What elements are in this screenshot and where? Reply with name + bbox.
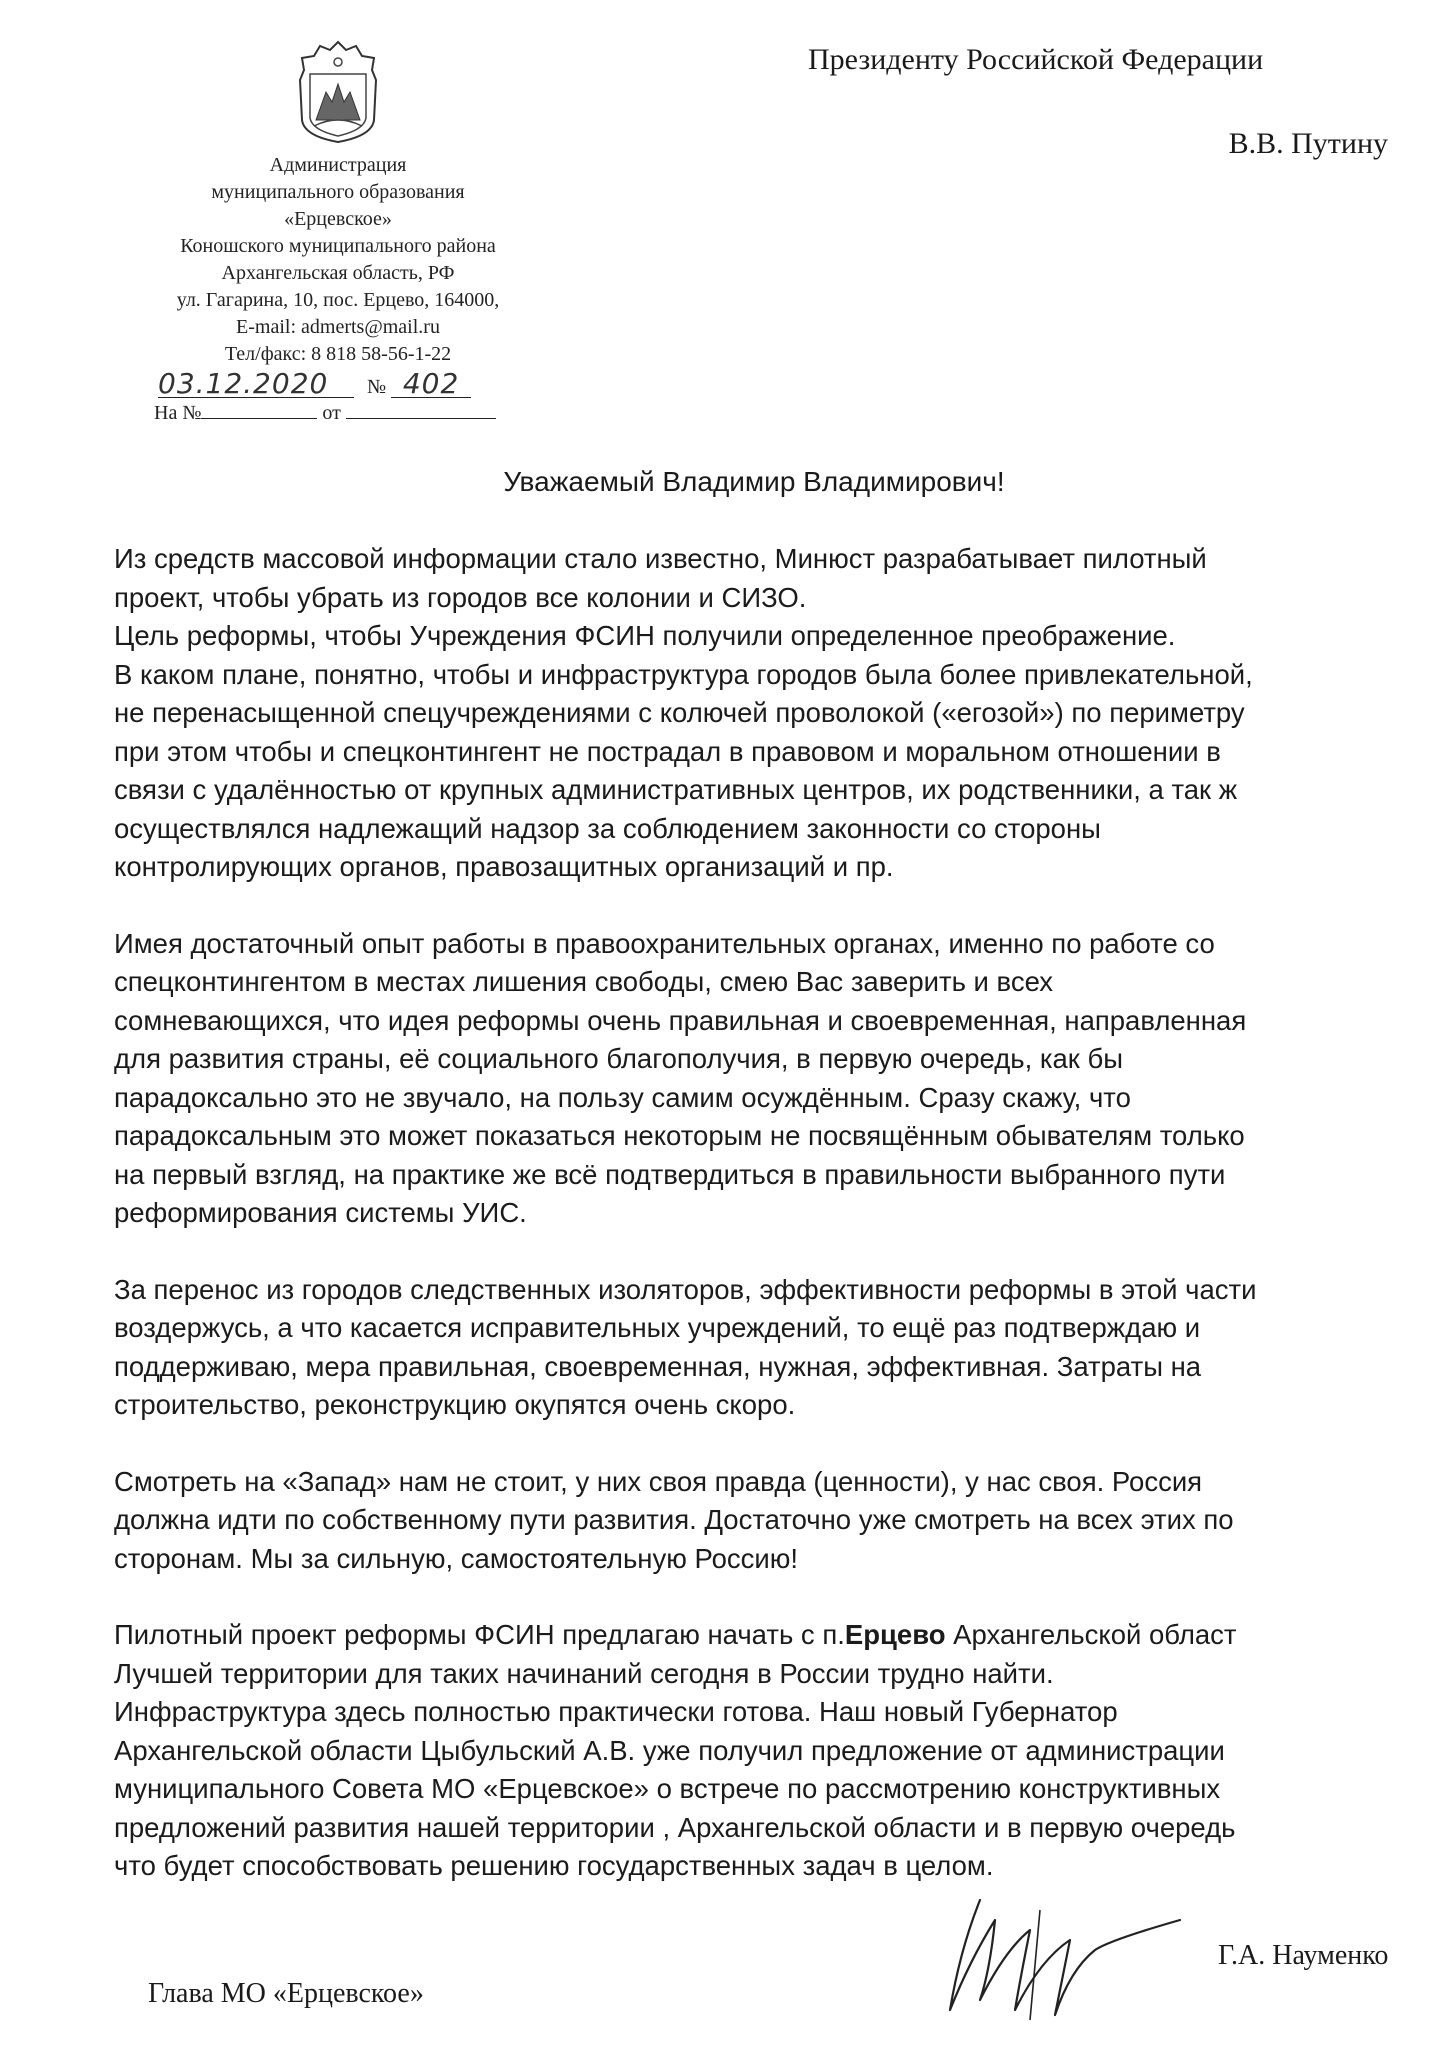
letterhead-line: «Ерцевское» xyxy=(284,208,392,230)
body-line: проект, чтобы убрать из городов все колонии и СИЗО. xyxy=(114,581,807,613)
body-line: при этом чтобы и спецконтингент не пострадал в правовом и моральном отношении в xyxy=(114,735,1221,767)
body-line: Архангельской области Цыбульский А.В. уже получил предложение от администрации xyxy=(114,1734,1225,1766)
body-line: строительство, реконструкцию окупятся очень скоро. xyxy=(114,1389,796,1420)
body-line: предложений развития нашей территории , Архангельской области и в первую очередь xyxy=(114,1811,1236,1843)
body-line: на первый взгляд, на практике же всё подтвердиться в правильности выбранного пути xyxy=(114,1158,1226,1190)
reference-from-label: от xyxy=(322,402,341,424)
body-line: реформирования системы УИС. xyxy=(114,1197,527,1228)
handwritten-signature xyxy=(920,1880,1220,2030)
outgoing-number: 402 xyxy=(391,370,471,398)
addressee xyxy=(808,40,1428,164)
body-line: не перенасыщенной спецучреждениями с колючей проволокой («егозой») по периметру xyxy=(114,697,1245,728)
reference-date-blank xyxy=(346,400,496,419)
body-line: Имея достаточный опыт работы в правоохранительных органах, именно по работе со xyxy=(114,927,1215,959)
body-text-segment: Архангельской област xyxy=(945,1619,1237,1650)
letterhead-phone: Тел/факс: 8 818 58-56-1-22 xyxy=(224,343,452,365)
body-line: парадоксально это не звучало, на пользу самим осуждённым. Сразу скажу, что xyxy=(114,1081,1131,1113)
paragraph-5 xyxy=(114,1616,1434,1886)
settlement-name: Ерцево xyxy=(844,1619,946,1650)
reference-row xyxy=(154,400,558,427)
letterhead-line: Коношского муниципального района xyxy=(180,235,496,257)
salutation: Уважаемый Владимир Владимирович! xyxy=(503,466,1005,497)
paragraph-1 xyxy=(114,540,1434,887)
letterhead-line: Архангельская область, РФ xyxy=(221,262,455,284)
body-line: парадоксальным это может показаться некоторым не посвящённым обывателям только xyxy=(114,1120,1245,1151)
body-line: В каком плане, понятно, чтобы и инфраструктура городов была более привлекательной, xyxy=(114,658,1253,690)
paragraph-2 xyxy=(114,925,1434,1233)
body-line: Цель реформы, чтобы Учреждения ФСИН получили определенное преображение. xyxy=(114,620,1176,651)
body-line: муниципального Совета МО «Ерцевское» о встрече по рассмотрению конструктивных xyxy=(114,1773,1221,1804)
body-line: Из средств массовой информации стало известно, Минюст разрабатывает пилотный xyxy=(114,543,1207,574)
letterhead-email: E-mail: admerts@mail.ru xyxy=(236,316,440,338)
body-line xyxy=(114,1616,1434,1655)
letterhead xyxy=(118,40,558,427)
outgoing-date: 03.12.2020 xyxy=(158,370,354,398)
number-label: № xyxy=(367,376,387,398)
body-line: Инфраструктура здесь полностью практически готова. Наш новый Губернатор xyxy=(114,1696,1118,1727)
reference-number-blank xyxy=(201,400,317,419)
body-line: контролирующих органов, правозащитных организаций и пр. xyxy=(114,851,894,882)
body-line: должна идти по собственному пути развития. Достаточно уже смотреть на всех этих по xyxy=(114,1504,1234,1535)
body-line: сомневающихся, что идея реформы очень правильная и своевременная, направленная xyxy=(114,1004,1247,1036)
reference-label: На № xyxy=(154,402,202,424)
body-line: Смотреть на «Запад» нам не стоит, у них своя правда (ценности), у нас своя. Россия xyxy=(114,1465,1203,1497)
coat-of-arms-icon xyxy=(296,40,380,144)
body-line: спецконтингентом в местах лишения свободы, смею Вас заверить и всех xyxy=(114,966,1054,997)
body-line: что будет способствовать решению государственных задач в целом. xyxy=(114,1850,994,1881)
body-line: связи с удалённостью от крупных административных центров, их родственники, а так ж xyxy=(114,774,1238,805)
registration-row xyxy=(158,367,558,400)
body-line: поддерживаю, мера правильная, своевременная, нужная, эффективная. Затраты на xyxy=(114,1350,1202,1382)
body-line: сторонам. Мы за сильную, самостоятельную Россию! xyxy=(114,1542,799,1574)
body-line: Лучшей территории для таких начинаний сегодня в России трудно найти. xyxy=(114,1657,1054,1689)
body-line: воздержусь, а что касается исправительных учреждений, то ещё раз подтверждаю и xyxy=(114,1312,1201,1343)
signatory-name: Г.А. Науменко xyxy=(1218,1940,1389,1971)
letterhead-line: ул. Гагарина, 10, пос. Ерцево, 164000, xyxy=(176,289,500,311)
signatory-title: Глава МО «Ерцевское» xyxy=(148,1978,424,2009)
body-line: для развития страны, её социального благополучия, в первую очередь, как бы xyxy=(114,1043,1123,1074)
body-text-segment: Пилотный проект реформы ФСИН предлагаю начать с п. xyxy=(114,1619,845,1650)
letter-body xyxy=(114,540,1434,1924)
paragraph-3 xyxy=(114,1271,1434,1425)
body-line: осуществлялся надлежащий надзор за соблюдением законности со стороны xyxy=(114,812,1101,844)
addressee-name: В.В. Путину xyxy=(1228,127,1388,160)
letterhead-line: муниципального образования xyxy=(211,181,465,203)
body-line: За перенос из городов следственных изоляторов, эффективности реформы в этой части xyxy=(114,1273,1257,1305)
addressee-title: Президенту Российской Федерации xyxy=(808,43,1264,76)
paragraph-4 xyxy=(114,1463,1434,1579)
letterhead-line: Администрация xyxy=(269,154,407,176)
